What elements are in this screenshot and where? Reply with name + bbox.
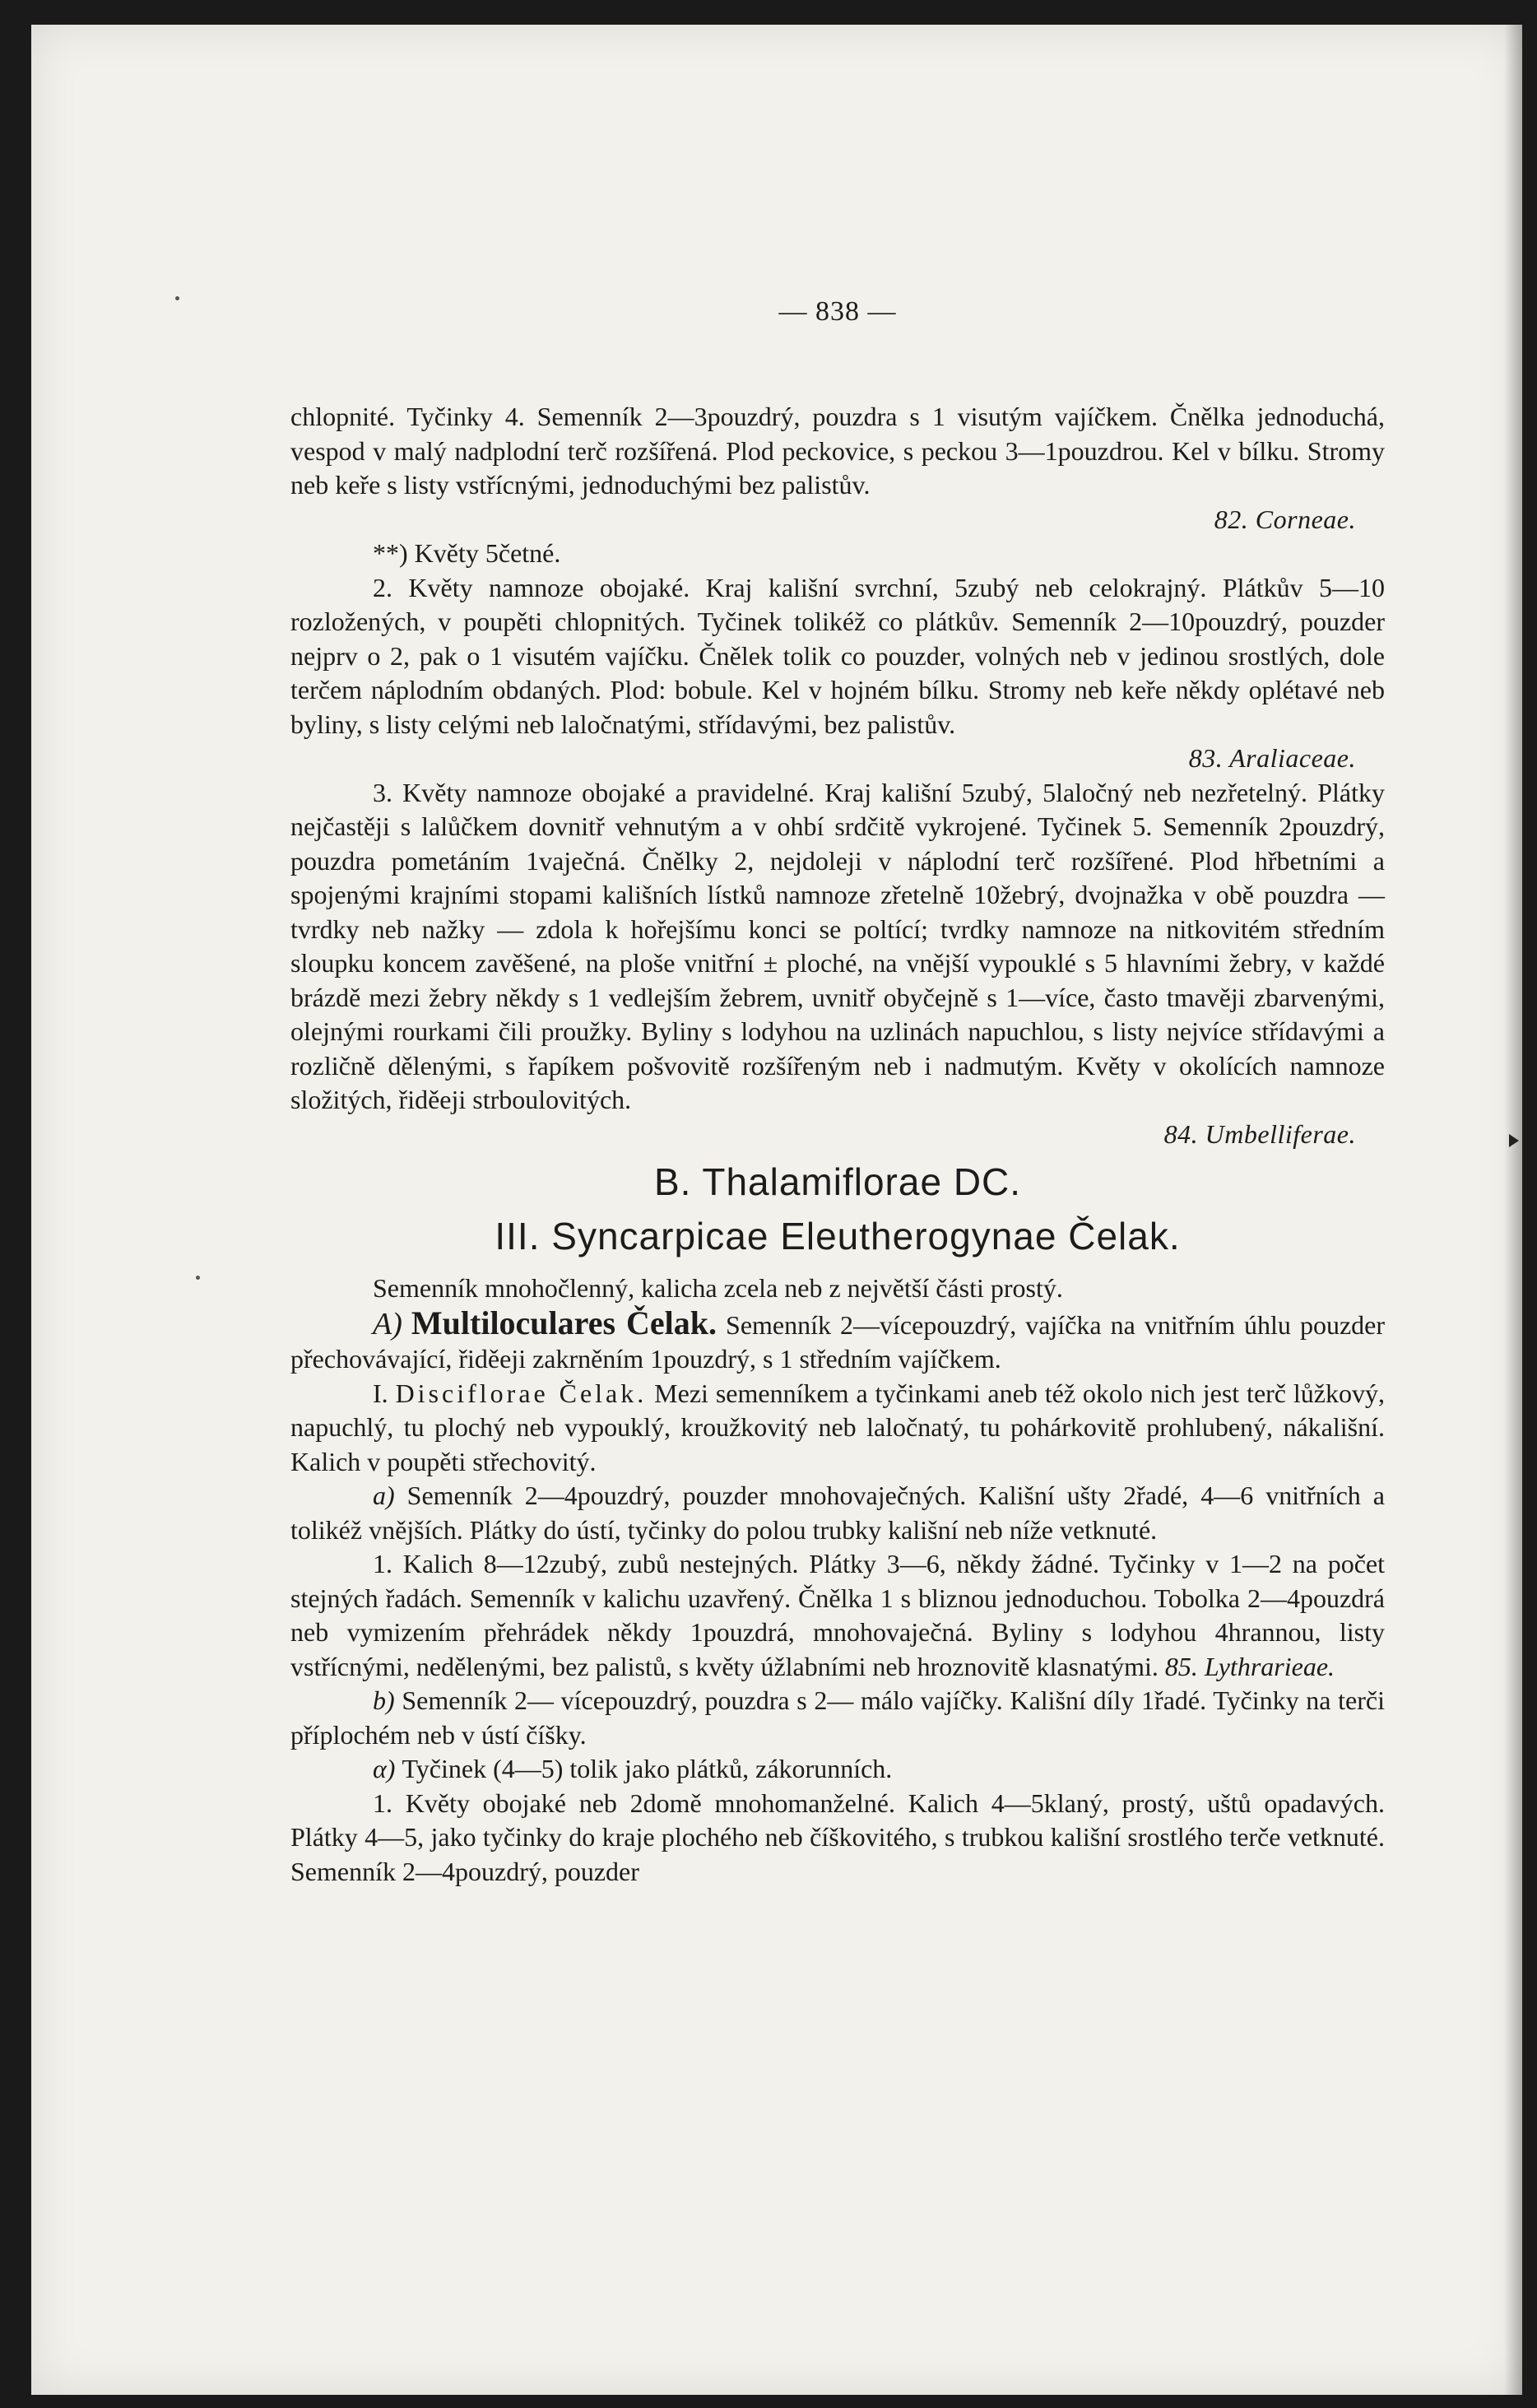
taxon-bold: Multiloculares Čelak.: [411, 1304, 717, 1341]
margin-arrow-mark: [1509, 1134, 1519, 1147]
paragraph: chlopnité. Tyčinky 4. Semenník 2—3pouzdrý, pouzdra s 1 visutým vajíčkem. Čnělka jednoduchá, vespod v malý nadplodní terč rozšířená. Plod peckovice, s peckou 3—1pouzdrou. Kel v bílku. Stromy neb keře s listy vstřícnými, jednoduchými bez palistův.: [290, 402, 1385, 500]
paragraph: [290, 1752, 1385, 1787]
paragraph-text: Semenník 2— vícepouzdrý, pouzdra s 2— málo vajíčky. Kališní díly 1řadé. Tyčinky na terči příplochém neb v ústí číšky.: [290, 1685, 1385, 1750]
page-edge-shadow: [1504, 25, 1522, 2395]
family-name-umbelliferae: 84. Umbelliferae.: [1163, 1118, 1356, 1149]
family-name-corneae: 82. Corneae.: [1214, 504, 1356, 534]
paragraph: [290, 1547, 1385, 1684]
paragraph: 1. Květy obojaké neb 2domě mnohomanželné. Kalich 4—5klaný, prostý, uštů opadavých. Plátky 4—5, jako tyčinky do kraje plochého neb číškovitého, s trubkou kališní srostlého terče vetknuté. Semenník 2—4pouzdrý, pouzder: [290, 1787, 1385, 1886]
label: α): [373, 1754, 396, 1783]
paragraph-text: Semenník 2—4pouzdrý, pouzder mnohovaječných. Kališní ušty 2řadé, 4—6 vnitřních a tolikéž vnějších. Plátky do ústí, tyčinky do polou trubky kališní neb níže vetknuté.: [290, 1481, 1385, 1545]
margin-speck: [196, 1276, 200, 1280]
paragraph-text: Mezi semenníkem a tyčinkami aneb též okolo nich jest terč lůžkový, napuchlý, tu plochý neb vypouklý, kroužkovitý neb laločnatý, tu pohárkovitě prohlubený, nákališní. Kalich v poupěti střechovitý.: [290, 1378, 1386, 1476]
family-name-araliaceae: 83. Araliaceae.: [1188, 743, 1356, 773]
paragraph: Semenník mnohočlenný, kalicha zcela neb z největší části prostý.: [373, 1273, 1063, 1303]
paragraph-text: Semenník 2—vícepouzdrý, vajíčka na vnitřním úhlu pouzder přechovávající, řiděeji zakrněním 1pouzdrý, s 1 středním vajíčkem.: [290, 1309, 1386, 1374]
paragraph: [290, 1479, 1385, 1547]
paragraph: 2. Květy namnoze obojaké. Kraj kališní svrchní, 5zubý neb celokrajný. Plátkův 5—10 rozložených, v poupěti chlopnitých. Tyčinek tolikéž co plátkův. Semenník 2—10pouzdrý, pouzder nejprv o 2, pak o 1 visutém vajíčku. Čnělek tolik co pouzder, volných neb v jedinou srostlých, dole terčem náplodním obdaných. Plod: bobule. Kel v hojném bílku. Stromy neb keře někdy oplétavé neb byliny, s listy celými neb laločnatými, střídavými, bez palistův.: [290, 572, 1385, 739]
paragraph-multiloculares: [290, 1306, 1385, 1377]
subsection-heading: III. Syncarpicae Eleutherogynae Čelak.: [495, 1215, 1181, 1257]
page-content: [290, 296, 1385, 1889]
label: b): [373, 1685, 395, 1715]
taxon-spaced: Disciflorae Čelak.: [395, 1378, 648, 1408]
paragraph-text: Tyčinek (4—5) tolik jako plátků, zákorunních.: [395, 1754, 893, 1783]
paragraph: **) Květy 5četné.: [373, 538, 561, 568]
book-page: [31, 25, 1522, 2395]
paragraph: [290, 1684, 1385, 1752]
label: A): [373, 1306, 402, 1341]
page-number: — 838 —: [778, 296, 897, 327]
family-name-lythrarieae: 85. Lythrarieae.: [1164, 1651, 1335, 1681]
paragraph-disciflorae: [290, 1377, 1385, 1480]
margin-speck: [175, 296, 179, 300]
paragraph: 3. Květy namnoze obojaké a pravidelné. Kraj kališní 5zubý, 5laločný neb nezřetelný. Plátky nejčastěji s lalůčkem dovnitř vehnutým a v ohbí srdčitě vykrojené. Tyčinek 5. Semenník 2pouzdrý, pouzdra pometáním 1vaječná. Čnělky 2, nejdoleji v náplodní terč rozšířené. Plod hřbetními a spojenými krajními stopami kališních lístků namnoze zřetelně 10žebrý, dvojnažka v obě pouzdra — tvrdky neb nažky — zdola k hořejšímu konci se poltící; tvrdky namnoze na nitkovitém středním sloupku koncem zavěšené, na ploše vnitřní ± ploché, na vnější vypouklé s 5 hlavními žebry, v každé brázdě mezi žebry někdy s 1 vedlejším žebrem, uvnitř obyčejně s 1—více, často tmavěji zbarvenými, olejnými rourkami čili proužky. Byliny s lodyhou na uzlinách napuchlou, s listy nejvíce střídavými a rozličně dělenými, s řapíkem pošvovitě rozšířeným neb i nadmutým. Květy v okolících namnoze složitých, řiděeji strboulovitých.: [290, 777, 1385, 1114]
label: I.: [373, 1378, 388, 1408]
paragraph-text: 1. Kalich 8—12zubý, zubů nestejných. Plátky 3—6, někdy žádné. Tyčinky v 1—2 na počet stejných řadách. Semenník v kalichu uzavřený. Čnělka 1 s bliznou jednoduchou. Tobolka 2—4pouzdrá neb vymizením přehrádek někdy 1pouzdrá, mnohovaječná. Byliny s lodyhou 4hrannou, listy vstřícnými, nedělenými, bez palistů, s květy úžlabními neb hroznovitě klasnatými.: [290, 1549, 1385, 1681]
section-heading: B. Thalamiflorae DC.: [653, 1160, 1022, 1203]
label: a): [373, 1481, 395, 1510]
